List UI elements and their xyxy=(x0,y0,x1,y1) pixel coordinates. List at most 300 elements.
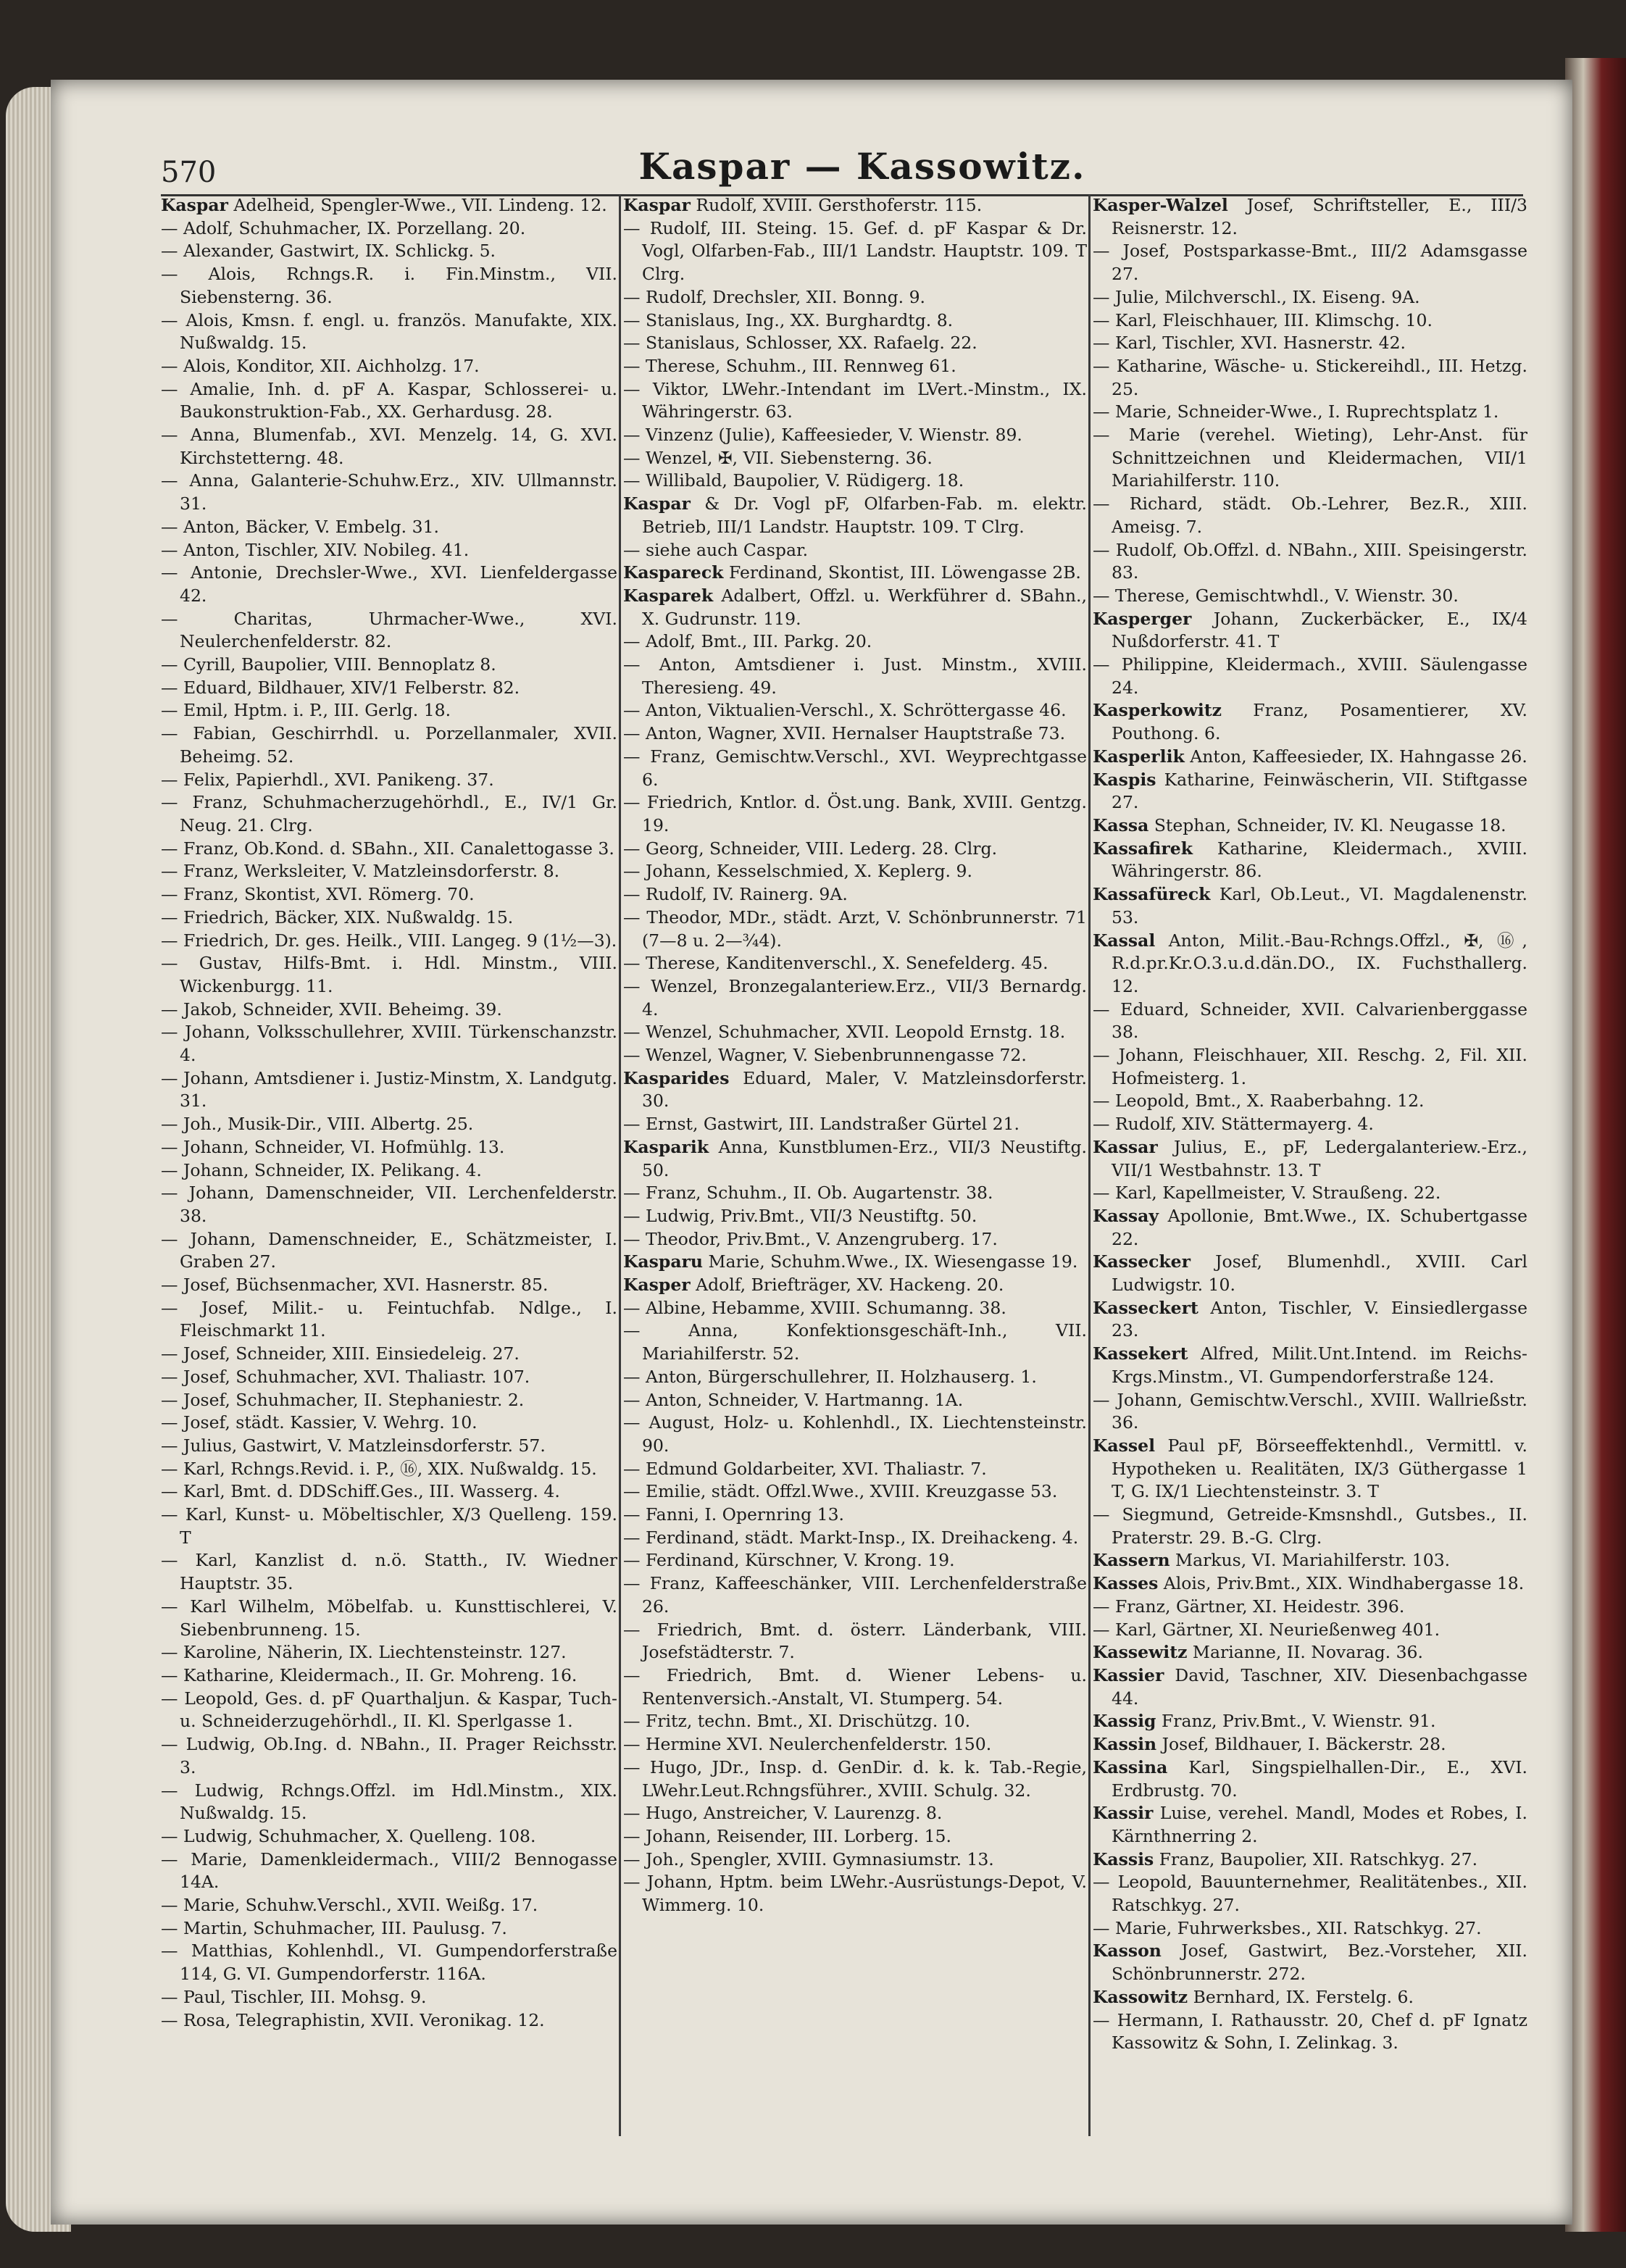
directory-entry xyxy=(623,1205,1087,1228)
directory-entry xyxy=(161,1412,617,1435)
entry-text: — Anton, Wagner, XVII. Hernalser Hauptstraße 73. xyxy=(623,723,1066,744)
entry-text: Franz, Priv.Bmt., V. Wienstr. 91. xyxy=(1156,1711,1436,1732)
entry-text: — Fabian, Geschirrhdl. u. Porzellanmaler, XVII. Beheimg. 52. xyxy=(161,723,617,767)
directory-entry xyxy=(1093,654,1527,699)
directory-entry xyxy=(1093,930,1527,998)
directory-entry xyxy=(1093,2009,1527,2055)
directory-entry xyxy=(161,998,617,1022)
directory-entry xyxy=(161,1688,617,1733)
entry-text: Alois, Priv.Bmt., XIX. Windhabergasse 18. xyxy=(1158,1573,1525,1594)
entry-text: — Alois, Konditor, XII. Aichholzg. 17. xyxy=(161,355,480,376)
entry-surname: Kasper-Walzel xyxy=(1093,195,1228,215)
directory-entry xyxy=(1093,424,1527,493)
entry-text: — Leopold, Ges. d. pF Quarthaljun. & Kaspar, Tuch- u. Schneiderzugehörhdl., II. Kl. Sperlgasse 1. xyxy=(161,1688,617,1732)
directory-entry xyxy=(1093,1251,1527,1296)
entry-text: — Hugo, JDr., Insp. d. GenDir. d. k. k. Tab.-Regie, LWehr.Leut.Rchngsführer., XVIII. Schulg. 32. xyxy=(623,1756,1087,1801)
entry-text: & Dr. Vogl pF, Olfarben-Fab. m. elektr. Betrieb, III/1 Landstr. Hauptstr. 109. T Clrg. xyxy=(642,493,1087,537)
entry-text: — Johann, Fleischhauer, XII. Reschg. 2, Fil. XII. Hofmeisterg. 1. xyxy=(1093,1045,1527,1088)
entry-surname: Kassafirek xyxy=(1093,838,1193,859)
directory-entry xyxy=(623,860,1087,883)
entry-text: — Emil, Hptm. i. P., III. Gerlg. 18. xyxy=(161,700,451,721)
entry-text: — Franz, Schuhm., II. Ob. Augartenstr. 38. xyxy=(623,1183,993,1204)
directory-entry xyxy=(623,585,1087,630)
directory-entry xyxy=(623,1480,1087,1504)
entry-text: — Katharine, Kleidermach., II. Gr. Mohreng. 16. xyxy=(161,1665,578,1685)
entry-text: — Katharine, Wäsche- u. Stickereihdl., III. Hetzg. 25. xyxy=(1093,355,1527,399)
directory-entry xyxy=(623,791,1087,837)
entry-text: Apollonie, Bmt.Wwe., IX. Schubertgasse 22. xyxy=(1112,1205,1527,1249)
entry-text: — Cyrill, Baupolier, VIII. Bennoplatz 8. xyxy=(161,654,496,675)
entry-text: — Rudolf, IV. Rainerg. 9A. xyxy=(623,884,848,905)
entry-text: — Marie, Schneider-Wwe., I. Ruprechtsplatz 1. xyxy=(1093,401,1499,422)
entry-surname: Kassern xyxy=(1093,1550,1170,1571)
entry-text: Josef, Bildhauer, I. Bäckerstr. 28. xyxy=(1156,1734,1446,1755)
entry-text: — Julie, Milchverschl., IX. Eiseng. 9A. xyxy=(1093,286,1420,307)
directory-entry xyxy=(161,1504,617,1549)
entry-text: Paul pF, Börseeffektenhdl., Vermittl. v. Hypotheken u. Realitäten, IX/3 Güthergasse 1 T, G. IX/1 Liechtensteinstr. 3. T xyxy=(1112,1435,1527,1502)
directory-entry xyxy=(623,975,1087,1021)
directory-entry xyxy=(161,1986,617,2009)
entry-text: — Franz, Ob.Kond. d. SBahn., XII. Canalettogasse 3. xyxy=(161,838,614,859)
entry-surname: Kasper xyxy=(623,1275,691,1296)
directory-entry xyxy=(161,1641,617,1664)
entry-text: — Ferdinand, städt. Markt-Insp., IX. Dreihackeng. 4. xyxy=(623,1527,1079,1548)
directory-entry xyxy=(1093,194,1527,240)
directory-entry xyxy=(623,838,1087,861)
entry-text: — Ernst, Gastwirt, III. Landstraßer Gürtel 21. xyxy=(623,1114,1020,1135)
entry-text: Karl, Singspielhallen-Dir., E., XVI. Erdbrustg. 70. xyxy=(1112,1756,1527,1801)
directory-entry xyxy=(1093,1619,1527,1642)
directory-entry xyxy=(623,699,1087,722)
entry-text: Luise, verehel. Mandl, Modes et Robes, I. Kärnthnerring 2. xyxy=(1112,1803,1527,1846)
directory-entry xyxy=(623,355,1087,378)
entry-text: — Marie, Schuhw.Verschl., XVII. Weißg. 17. xyxy=(161,1895,538,1916)
directory-entry xyxy=(623,952,1087,975)
directory-entry xyxy=(623,746,1087,791)
directory-column-3 xyxy=(1093,194,1527,2136)
entry-text: — August, Holz- u. Kohlenhdl., IX. Liechtensteinstr. 90. xyxy=(623,1412,1087,1456)
entry-text: Ferdinand, Skontist, III. Löwengasse 2B. xyxy=(723,562,1081,583)
directory-entry xyxy=(161,217,617,241)
directory-entry xyxy=(623,630,1087,654)
directory-entry xyxy=(161,1274,617,1297)
column-divider xyxy=(1088,194,1091,2136)
entry-text: Bernhard, IX. Ferstelg. 6. xyxy=(1188,1986,1414,2007)
entry-text: — Karl Wilhelm, Möbelfab. u. Kunsttischlerei, V. Siebenbrunneng. 15. xyxy=(161,1596,617,1640)
entry-surname: Kassig xyxy=(1093,1711,1156,1732)
entry-text: Adalbert, Offzl. u. Werkführer d. SBahn., X. Gudrunstr. 119. xyxy=(642,585,1087,629)
entry-text: — Julius, Gastwirt, V. Matzleinsdorferstr. 57. xyxy=(161,1435,546,1456)
directory-entry xyxy=(1093,1435,1527,1504)
entry-text: — Hugo, Anstreicher, V. Laurenzg. 8. xyxy=(623,1803,943,1824)
entry-text: — Anna, Konfektionsgeschäft-Inh., VII. Mariahilferstr. 52. xyxy=(623,1320,1087,1364)
entry-text: Anna, Kunstblumen-Erz., VII/3 Neustiftg. 50. xyxy=(642,1136,1087,1180)
directory-entry xyxy=(161,1917,617,1940)
entry-text: Franz, Baupolier, XII. Ratschkyg. 27. xyxy=(1154,1848,1478,1869)
directory-entry xyxy=(1093,838,1527,883)
directory-entry xyxy=(623,470,1087,493)
directory-entry xyxy=(161,562,617,607)
directory-column-2 xyxy=(623,194,1087,2136)
directory-entry xyxy=(623,447,1087,470)
directory-entry xyxy=(1093,1297,1527,1343)
directory-entry xyxy=(1093,493,1527,538)
entry-text: — Alexander, Gastwirt, IX. Schlickg. 5. xyxy=(161,241,496,262)
directory-entry xyxy=(623,309,1087,333)
entry-text: — Rudolf, XIV. Stättermayerg. 4. xyxy=(1093,1114,1374,1135)
entry-text: Adolf, Briefträger, XV. Hackeng. 20. xyxy=(690,1275,1004,1296)
entry-surname: Kassecker xyxy=(1093,1251,1191,1272)
page-number: 570 xyxy=(161,156,217,189)
entry-text: — Franz, Werksleiter, V. Matzleinsdorferstr. 8. xyxy=(161,861,560,882)
directory-entry xyxy=(1093,1182,1527,1205)
entry-text: — Theodor, Priv.Bmt., V. Anzengruberg. 17. xyxy=(623,1228,998,1249)
directory-entry xyxy=(161,309,617,355)
directory-entry xyxy=(623,654,1087,699)
directory-entry xyxy=(623,1366,1087,1389)
entry-text: — Franz, Gemischtw.Verschl., XVI. Weyprechtgasse 6. xyxy=(623,746,1087,790)
directory-entry xyxy=(623,1044,1087,1067)
directory-entry xyxy=(1093,1664,1527,1710)
entry-text: — Johann, Schneider, VI. Hofmühlg. 13. xyxy=(161,1136,505,1157)
directory-entry xyxy=(1093,286,1527,309)
directory-entry xyxy=(1093,539,1527,585)
entry-text: — Anton, Tischler, XIV. Nobileg. 41. xyxy=(161,539,470,560)
entry-text: — Edmund Goldarbeiter, XVI. Thaliastr. 7. xyxy=(623,1458,987,1479)
entry-text: — Franz, Schuhmacherzugehörhdl., E., IV/1 Gr. Neug. 21. Clrg. xyxy=(161,792,617,835)
directory-entry xyxy=(161,1458,617,1481)
entry-text: — Friedrich, Bmt. d. österr. Länderbank, VIII. Josefstädterstr. 7. xyxy=(623,1619,1087,1663)
entry-surname: Kasparik xyxy=(623,1136,709,1157)
directory-entry xyxy=(623,1710,1087,1733)
directory-entry xyxy=(1093,1044,1527,1090)
entry-text: — Stanislaus, Ing., XX. Burghardtg. 8. xyxy=(623,309,954,330)
entry-text: — Viktor, LWehr.-Intendant im LVert.-Minstm., IX. Währingerstr. 63. xyxy=(623,378,1087,422)
entry-text: — Amalie, Inh. d. pF A. Kaspar, Schlosserei- u. Baukonstruktion-Fab., XX. Gerhardusg. 28. xyxy=(161,378,617,422)
entry-surname: Kassis xyxy=(1093,1848,1154,1869)
directory-entry xyxy=(161,240,617,263)
entry-text: — Rudolf, Ob.Offzl. d. NBahn., XIII. Speisingerstr. 83. xyxy=(1093,539,1527,583)
entry-surname: Kassier xyxy=(1093,1665,1164,1685)
directory-column-1 xyxy=(161,194,617,2136)
directory-entry xyxy=(161,1067,617,1113)
entry-text: David, Taschner, XIV. Diesenbachgasse 44. xyxy=(1112,1665,1527,1709)
directory-entry xyxy=(623,1802,1087,1825)
entry-text: Josef, Blumenhdl., XVIII. Carl Ludwigstr. 10. xyxy=(1112,1251,1527,1296)
entry-text: — Josef, Schneider, XIII. Einsiedeleig. 27. xyxy=(161,1343,520,1364)
entry-text: — Vinzenz (Julie), Kaffeesieder, V. Wienstr. 89. xyxy=(623,425,1022,446)
entry-text: — Franz, Gärtner, XI. Heidestr. 396. xyxy=(1093,1596,1405,1617)
entry-text: — Anton, Bäcker, V. Embelg. 31. xyxy=(161,516,439,537)
directory-entry xyxy=(623,1664,1087,1710)
entry-text: Alfred, Milit.Unt.Intend. im Reichs-Krgs.Minstm., VI. Gumpendorferstraße 124. xyxy=(1112,1343,1527,1387)
directory-entry xyxy=(1093,1848,1527,1872)
directory-entry xyxy=(1093,1986,1527,2009)
entry-text: — Rudolf, III. Steing. 15. Gef. d. pF Kaspar & Dr. Vogl, Olfarben-Fab., III/1 Landstr. Hauptstr. 109. T Clrg. xyxy=(623,217,1087,285)
directory-entry xyxy=(1093,1343,1527,1388)
entry-text: Katharine, Kleidermach., XVIII. Währingerstr. 86. xyxy=(1112,838,1527,882)
entry-text: — Friedrich, Kntlor. d. Öst.ung. Bank, XVIII. Gentzg. 19. xyxy=(623,792,1087,835)
directory-entry xyxy=(1093,1733,1527,1756)
entry-text: — Leopold, Bmt., X. Raaberbahng. 12. xyxy=(1093,1091,1425,1112)
entry-text: — Josef, Schuhmacher, II. Stephaniestr. 2. xyxy=(161,1389,525,1410)
entry-text: — Alois, Rchngs.R. i. Fin.Minstm., VII. Siebensterng. 36. xyxy=(161,264,617,307)
entry-text: — Theodor, MDr., städt. Arzt, V. Schönbrunnerstr. 71 (7—8 u. 2—¾4). xyxy=(623,906,1087,951)
directory-entry xyxy=(161,906,617,930)
directory-entry xyxy=(623,1389,1087,1412)
entry-surname: Kassin xyxy=(1093,1734,1157,1755)
directory-entry xyxy=(1093,746,1527,769)
entry-text: — Friedrich, Bmt. d. Wiener Lebens- u. Rentenversich.-Anstalt, VI. Stumperg. 54. xyxy=(623,1665,1087,1709)
entry-text: — siehe auch Caspar. xyxy=(623,539,809,560)
entry-text: — Friedrich, Dr. ges. Heilk., VIII. Langeg. 9 (1½—3). xyxy=(161,930,617,951)
entry-text: Marianne, II. Novarag. 36. xyxy=(1187,1642,1423,1663)
directory-entry xyxy=(161,699,617,722)
entry-text: — Matthias, Kohlenhdl., VI. Gumpendorferstraße 114, G. VI. Gumpendorferstr. 116A. xyxy=(161,1940,617,1985)
directory-entry xyxy=(161,424,617,470)
entry-text: — Georg, Schneider, VIII. Lederg. 28. Clrg. xyxy=(623,838,998,859)
directory-entry xyxy=(1093,355,1527,401)
directory-entry xyxy=(161,608,617,654)
directory-entry xyxy=(623,1113,1087,1136)
entry-surname: Kassina xyxy=(1093,1756,1168,1777)
directory-entry xyxy=(623,1756,1087,1802)
entry-text: — Karl, Fleischhauer, III. Klimschg. 10. xyxy=(1093,309,1433,330)
entry-text: — Wenzel, Wagner, V. Siebenbrunnengasse 72. xyxy=(623,1045,1027,1066)
directory-entry xyxy=(161,1825,617,1848)
directory-entry xyxy=(623,1572,1087,1618)
entry-text: — Alois, Kmsn. f. engl. u. französ. Manufakte, XIX. Nußwaldg. 15. xyxy=(161,309,617,354)
entry-text: — Therese, Gemischtwhdl., V. Wienstr. 30. xyxy=(1093,585,1459,606)
entry-text: — Rudolf, Drechsler, XII. Bonng. 9. xyxy=(623,286,925,307)
directory-entry xyxy=(161,883,617,906)
directory-entry xyxy=(1093,1917,1527,1940)
entry-text: — Anton, Schneider, V. Hartmanng. 1A. xyxy=(623,1389,964,1410)
directory-entry xyxy=(161,1113,617,1136)
entry-text: — Josef, städt. Kassier, V. Wehrg. 10. xyxy=(161,1412,478,1433)
directory-entry xyxy=(623,906,1087,952)
directory-entry xyxy=(161,1435,617,1458)
entry-text: — Wenzel, Bronzegalanteriew.Erz., VII/3 Bernardg. 4. xyxy=(623,975,1087,1020)
directory-entry xyxy=(1093,1940,1527,1985)
directory-entry xyxy=(1093,1504,1527,1549)
entry-text: — Fanni, I. Opernring 13. xyxy=(623,1504,844,1525)
directory-entry xyxy=(623,1825,1087,1848)
entry-text: — Fritz, techn. Bmt., XI. Drischützg. 10. xyxy=(623,1711,971,1732)
entry-text: — Wenzel, ✠, VII. Siebensterng. 36. xyxy=(623,447,933,468)
directory-entry xyxy=(161,1343,617,1366)
directory-entry xyxy=(623,1848,1087,1872)
directory-entry xyxy=(161,838,617,861)
directory-entry xyxy=(623,1527,1087,1550)
directory-entry xyxy=(1093,585,1527,608)
directory-entry xyxy=(623,1871,1087,1917)
entry-text: Anton, Milit.-Bau-Rchngs.Offzl., ✠, ⑯, R.d.pr.Kr.O.3.u.d.dän.DO., IX. Fuchsthallerg. 12. xyxy=(1112,930,1527,996)
entry-text: — Ludwig, Rchngs.Offzl. im Hdl.Minstm., XIX. Nußwaldg. 15. xyxy=(161,1780,617,1824)
entry-surname: Kasperger xyxy=(1093,608,1192,629)
entry-text: — Willibald, Baupolier, V. Rüdigerg. 18. xyxy=(623,470,964,491)
entry-text: — Adolf, Schuhmacher, IX. Porzellang. 20. xyxy=(161,217,526,238)
entry-text: Stephan, Schneider, IV. Kl. Neugasse 18. xyxy=(1148,814,1506,835)
entry-text: Eduard, Maler, V. Matzleinsdorferstr. 30. xyxy=(642,1067,1087,1112)
directory-entry xyxy=(161,1480,617,1504)
entry-text: Franz, Posamentierer, XV. Pouthong. 6. xyxy=(1112,700,1527,744)
entry-text: — Ferdinand, Kürschner, V. Krong. 19. xyxy=(623,1550,955,1571)
directory-entry xyxy=(161,194,617,217)
directory-entry xyxy=(623,194,1087,217)
entry-text: — Antonie, Drechsler-Wwe., XVI. Lienfeldergasse 42. xyxy=(161,562,617,606)
directory-entry xyxy=(1093,1596,1527,1619)
directory-entry xyxy=(623,1067,1087,1113)
entry-text: — Friedrich, Bäcker, XIX. Nußwaldg. 15. xyxy=(161,906,514,927)
entry-text: — Charitas, Uhrmacher-Wwe., XVI. Neulerchenfelderstr. 82. xyxy=(161,608,617,652)
entry-text: — Karl, Kanzlist d. n.ö. Statth., IV. Wiedner Hauptstr. 35. xyxy=(161,1550,617,1594)
directory-entry xyxy=(1093,401,1527,424)
directory-entry xyxy=(1093,332,1527,355)
entry-text: — Karl, Kapellmeister, V. Straußeng. 22. xyxy=(1093,1183,1441,1204)
entry-surname: Kasses xyxy=(1093,1573,1159,1594)
entry-text: — Ludwig, Schuhmacher, X. Quelleng. 108. xyxy=(161,1825,536,1846)
entry-text: — Karoline, Näherin, IX. Liechtensteinstr. 127. xyxy=(161,1642,567,1663)
entry-text: Anton, Tischler, V. Einsiedlergasse 23. xyxy=(1112,1297,1527,1341)
entry-text: — Eduard, Bildhauer, XIV/1 Felberstr. 82. xyxy=(161,677,520,698)
directory-entry xyxy=(161,1182,617,1227)
directory-entry xyxy=(161,355,617,378)
entry-text: — Johann, Reisender, III. Lorberg. 15. xyxy=(623,1825,951,1846)
entry-text: — Anton, Bürgerschullehrer, II. Holzhauserg. 1. xyxy=(623,1366,1037,1387)
directory-entry xyxy=(623,1021,1087,1044)
directory-entry xyxy=(1093,1090,1527,1113)
entry-surname: Kassowitz xyxy=(1093,1986,1188,2007)
entry-text: — Karl, Rchngs.Revid. i. P., ⑯, XIX. Nußwaldg. 15. xyxy=(161,1458,597,1479)
directory-entry xyxy=(623,1136,1087,1182)
directory-entry xyxy=(623,1412,1087,1457)
directory-entry xyxy=(623,1733,1087,1756)
directory-entry xyxy=(623,286,1087,309)
directory-entry xyxy=(623,1319,1087,1365)
entry-text: Rudolf, XVIII. Gersthoferstr. 115. xyxy=(690,195,983,215)
entry-text: Josef, Gastwirt, Bez.-Vorsteher, XII. Schönbrunnerstr. 272. xyxy=(1112,1940,1527,1985)
entry-surname: Kasperkowitz xyxy=(1093,700,1222,721)
entry-text: — Johann, Volksschullehrer, XVIII. Türkenschanzstr. 4. xyxy=(161,1022,617,1066)
entry-text: — Karl, Tischler, XVI. Hasnerstr. 42. xyxy=(1093,333,1406,354)
entry-text: — Josef, Büchsenmacher, XVI. Hasnerstr. 85. xyxy=(161,1275,549,1296)
entry-text: — Marie, Damenkleidermach., VIII/2 Bennogasse 14A. xyxy=(161,1848,617,1893)
entry-text: — Johann, Amtsdiener i. Justiz-Minstm, X. Landgutg. 31. xyxy=(161,1067,617,1112)
entry-text: — Karl, Kunst- u. Möbeltischler, X/3 Quelleng. 159. T xyxy=(161,1504,617,1548)
entry-surname: Kassekert xyxy=(1093,1343,1188,1364)
entry-text: Johann, Zuckerbäcker, E., IX/4 Nußdorferstr. 41. T xyxy=(1112,608,1527,652)
entry-text: — Karl, Bmt. d. DDSchiff.Ges., III. Wasserg. 4. xyxy=(161,1481,560,1502)
entry-surname: Kasperlik xyxy=(1093,746,1185,767)
entry-text: — Eduard, Schneider, XVII. Calvarienberggasse 38. xyxy=(1093,998,1527,1043)
directory-entry xyxy=(161,378,617,424)
directory-entry xyxy=(161,952,617,998)
directory-entry xyxy=(161,470,617,515)
entry-surname: Kassewitz xyxy=(1093,1642,1188,1663)
entry-surname: Kassel xyxy=(1093,1435,1155,1456)
directory-entry xyxy=(623,883,1087,906)
entry-text: — Gustav, Hilfs-Bmt. i. Hdl. Minstm., VIII. Wickenburgg. 11. xyxy=(161,953,617,996)
directory-entry xyxy=(161,263,617,309)
entry-surname: Kaspis xyxy=(1093,769,1156,790)
directory-entry xyxy=(1093,1136,1527,1182)
entry-text: Julius, E., pF, Ledergalanteriew.-Erz., VII/1 Westbahnstr. 13. T xyxy=(1112,1136,1527,1180)
entry-text: — Richard, städt. Ob.-Lehrer, Bez.R., XIII. Ameisg. 7. xyxy=(1093,493,1527,537)
entry-text: — Marie, Fuhrwerksbes., XII. Ratschkyg. 27. xyxy=(1093,1917,1482,1938)
entry-text: — Martin, Schuhmacher, III. Paulusg. 7. xyxy=(161,1917,507,1938)
entry-text: — Ludwig, Priv.Bmt., VII/3 Neustiftg. 50. xyxy=(623,1205,977,1226)
entry-text: — Adolf, Bmt., III. Parkg. 20. xyxy=(623,631,872,652)
directory-entry xyxy=(623,1251,1087,1274)
directory-entry xyxy=(623,1549,1087,1572)
directory-entry xyxy=(161,1780,617,1825)
directory-entry xyxy=(161,1733,617,1779)
entry-text: — Josef, Schuhmacher, XVI. Thaliastr. 107. xyxy=(161,1366,530,1387)
directory-entry xyxy=(161,1297,617,1343)
entry-text: — Anton, Viktualien-Verschl., X. Schröttergasse 46. xyxy=(623,700,1067,721)
directory-entry xyxy=(161,769,617,792)
directory-entry xyxy=(161,1366,617,1389)
directory-entry xyxy=(1093,1641,1527,1664)
entry-surname: Kassafüreck xyxy=(1093,884,1211,905)
directory-entry xyxy=(161,791,617,837)
directory-entry xyxy=(161,1848,617,1894)
entry-text: — Anton, Amtsdiener i. Just. Minstm., XVIII. Theresieng. 49. xyxy=(623,654,1087,698)
entry-text: Anton, Kaffeesieder, IX. Hahngasse 26. xyxy=(1184,746,1527,767)
directory-entry xyxy=(623,1458,1087,1481)
directory-entry xyxy=(161,722,617,768)
directory-entry xyxy=(1093,608,1527,654)
directory-entry xyxy=(1093,1710,1527,1733)
entry-surname: Kassa xyxy=(1093,814,1149,835)
entry-text: — Franz, Kaffeeschänker, VIII. Lerchenfelderstraße 26. xyxy=(623,1573,1087,1617)
entry-text: — Marie (verehel. Wieting), Lehr-Anst. für Schnittzeichnen und Kleidermachen, VII/1 Mariahilferstr. 110. xyxy=(1093,425,1527,491)
entry-text: — Johann, Schneider, IX. Pelikang. 4. xyxy=(161,1159,482,1180)
entry-text: Adelheid, Spengler-Wwe., VII. Lindeng. 12. xyxy=(228,195,607,215)
entry-text: — Johann, Hptm. beim LWehr.-Ausrüstungs-Depot, V. Wimmerg. 10. xyxy=(623,1872,1087,1916)
entry-text: — Paul, Tischler, III. Mohsg. 9. xyxy=(161,1986,427,2007)
directory-entry xyxy=(161,1940,617,1985)
entry-surname: Kassir xyxy=(1093,1803,1154,1824)
directory-entry xyxy=(623,1274,1087,1297)
entry-text: — Wenzel, Schuhmacher, XVII. Leopold Ernstg. 18. xyxy=(623,1022,1066,1043)
entry-text: Karl, Ob.Leut., VI. Magdalenenstr. 53. xyxy=(1112,884,1527,927)
entry-text: — Ludwig, Ob.Ing. d. NBahn., II. Prager Reichsstr. 3. xyxy=(161,1734,617,1777)
directory-entry xyxy=(623,217,1087,286)
entry-text: — Josef, Milit.- u. Feintuchfab. Ndlge., I. Fleischmarkt 11. xyxy=(161,1297,617,1341)
directory-entry xyxy=(623,378,1087,424)
entry-text: Josef, Schriftsteller, E., III/3 Reisnerstr. 12. xyxy=(1112,195,1527,238)
directory-entry xyxy=(161,539,617,562)
entry-text: — Leopold, Bauunternehmer, Realitätenbes., XII. Ratschkyg. 27. xyxy=(1093,1872,1527,1916)
entry-text: — Rosa, Telegraphistin, XVII. Veronikag. 12. xyxy=(161,2009,545,2030)
directory-entry xyxy=(623,424,1087,447)
directory-entry xyxy=(161,2009,617,2033)
directory-entry xyxy=(1093,1802,1527,1848)
entry-text: Marie, Schuhm.Wwe., IX. Wiesengasse 19. xyxy=(703,1251,1078,1272)
directory-entry xyxy=(161,1021,617,1067)
entry-text: — Therese, Kanditenverschl., X. Senefelderg. 45. xyxy=(623,953,1048,974)
entry-text: — Anna, Blumenfab., XVI. Menzelg. 14, G. XVI. Kirchstetterng. 48. xyxy=(161,425,617,468)
book-cover-edge xyxy=(1565,58,1626,2232)
entry-text: — Franz, Skontist, XVI. Römerg. 70. xyxy=(161,884,475,905)
entry-surname: Kassar xyxy=(1093,1136,1158,1157)
directory-entry xyxy=(623,332,1087,355)
entry-text: — Johann, Gemischtw.Verschl., XVIII. Wallrießstr. 36. xyxy=(1093,1389,1527,1433)
entry-text: — Karl, Gärtner, XI. Neurießenweg 401. xyxy=(1093,1619,1441,1640)
entry-text: — Joh., Spengler, XVIII. Gymnasiumstr. 13. xyxy=(623,1848,994,1869)
